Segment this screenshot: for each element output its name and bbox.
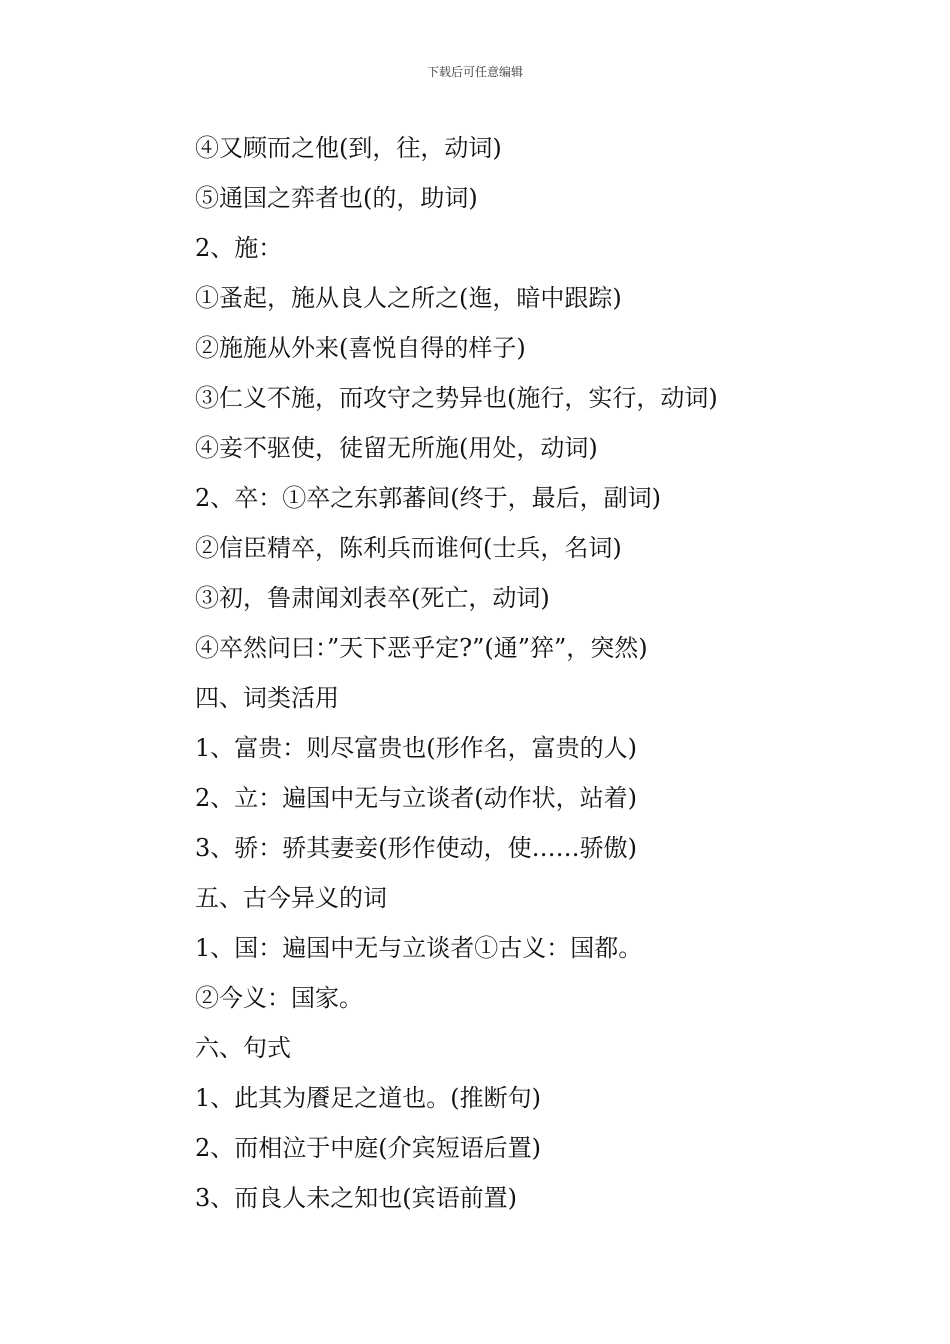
text-line: 2、而相泣于中庭(介宾短语后置) <box>195 1134 541 1162</box>
section-heading: 五、古今异义的词 <box>195 884 387 912</box>
text-line: 2、立：遍国中无与立谈者(动作状，站着) <box>195 784 637 812</box>
document-body <box>195 128 895 1228</box>
text-line: ②施施从外来(喜悦自得的样子) <box>195 334 526 362</box>
text-line: ③初，鲁肃闻刘表卒(死亡，动词) <box>195 584 550 612</box>
text-line: ⑤通国之弈者也(的，助词) <box>195 184 478 212</box>
text-line: ④卒然问曰：”天下恶乎定?”(通”猝”，突然) <box>195 634 648 662</box>
page-header: 下载后可任意编辑 <box>426 65 523 79</box>
text-line: 2、施： <box>195 234 283 262</box>
section-heading: 四、词类活用 <box>195 684 339 712</box>
text-line: 3、骄：骄其妻妾(形作使动，使……骄傲) <box>195 834 637 862</box>
text-line: ④妾不驱使，徒留无所施(用处，动词) <box>195 434 598 462</box>
text-line: ④又顾而之他(到，往，动词) <box>195 134 502 162</box>
text-line: 1、富贵：则尽富贵也(形作名，富贵的人) <box>195 734 637 762</box>
text-line: ②今义：国家。 <box>195 984 363 1012</box>
section-heading: 六、句式 <box>195 1034 291 1062</box>
text-line: ③仁义不施，而攻守之势异也(施行，实行，动词) <box>195 384 718 412</box>
text-line: ①蚤起，施从良人之所之(迤，暗中跟踪) <box>195 284 622 312</box>
text-line: 2、卒：①卒之东郭蕃间(终于，最后，副词) <box>195 484 661 512</box>
text-line: 3、而良人未之知也(宾语前置) <box>195 1184 517 1212</box>
text-line: 1、此其为餍足之道也。(推断句) <box>195 1084 541 1112</box>
text-line: ②信臣精卒，陈利兵而谁何(士兵，名词) <box>195 534 622 562</box>
text-line: 1、国：遍国中无与立谈者①古义：国都。 <box>195 934 643 962</box>
